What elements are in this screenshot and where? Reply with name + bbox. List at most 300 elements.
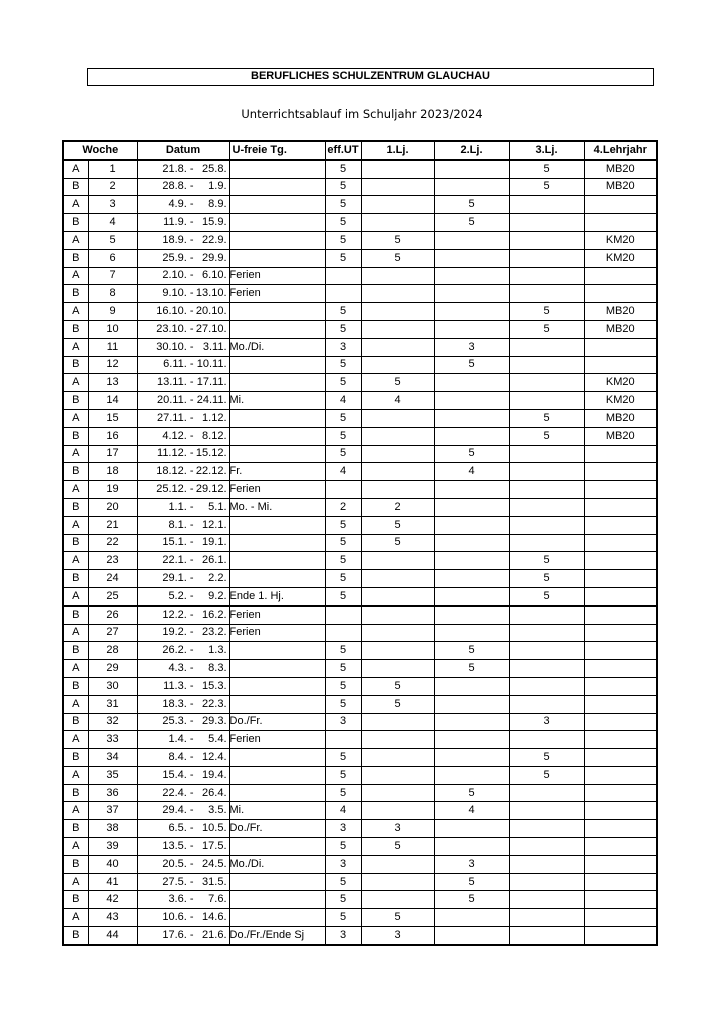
year3-cell: 3 [509, 713, 584, 731]
week-type-cell: A [63, 873, 88, 891]
year2-cell [434, 160, 509, 178]
year1-cell [361, 606, 434, 624]
table-row [63, 463, 657, 481]
date-to: 29.9. [202, 251, 227, 264]
week-type-cell: B [63, 642, 88, 660]
free-days-cell [229, 320, 325, 338]
date-to: 2.2. [208, 572, 227, 585]
date-to: 27.10. [195, 322, 227, 335]
week-number-cell: 5 [88, 231, 137, 249]
week-type-cell: B [63, 285, 88, 303]
year4-cell: MB20 [584, 178, 657, 196]
year2-cell [434, 320, 509, 338]
year1-cell [361, 320, 434, 338]
week-number-cell: 43 [88, 909, 137, 927]
table-row [63, 178, 657, 196]
date-range-cell [137, 231, 229, 249]
table-row [63, 820, 657, 838]
effective-days-cell: 2 [325, 498, 361, 516]
table-row [63, 516, 657, 534]
week-number-cell: 7 [88, 267, 137, 285]
effective-days-cell: 3 [325, 713, 361, 731]
year3-cell [509, 534, 584, 552]
year3-cell [509, 695, 584, 713]
year2-cell [434, 820, 509, 838]
week-number-cell: 21 [88, 516, 137, 534]
date-from: 15.4. - [162, 768, 194, 781]
week-type-cell: B [63, 570, 88, 588]
year2-cell [434, 766, 509, 784]
week-type-cell: A [63, 695, 88, 713]
year3-cell [509, 909, 584, 927]
year2-cell [434, 624, 509, 642]
effective-days-cell: 4 [325, 392, 361, 410]
table-row [63, 498, 657, 516]
year2-cell: 5 [434, 196, 509, 214]
date-to: 24.5. [202, 857, 227, 870]
week-type-cell: B [63, 713, 88, 731]
date-range-cell [137, 427, 229, 445]
date-range-cell [137, 498, 229, 516]
week-number-cell: 41 [88, 873, 137, 891]
date-range-cell [137, 677, 229, 695]
col-header-datum: Datum [137, 141, 229, 160]
year2-cell: 5 [434, 445, 509, 463]
date-from: 20.5. - [162, 857, 194, 870]
year4-cell [584, 713, 657, 731]
week-type-cell: B [63, 749, 88, 767]
year4-cell [584, 802, 657, 820]
effective-days-cell: 4 [325, 802, 361, 820]
date-to: 8.12. [202, 429, 227, 442]
date-to: 14.6. [202, 911, 227, 924]
week-number-cell: 32 [88, 713, 137, 731]
year1-cell [361, 855, 434, 873]
year2-cell [434, 731, 509, 749]
year1-cell [361, 552, 434, 570]
year3-cell [509, 838, 584, 856]
free-days-cell [229, 873, 325, 891]
date-from: 9.10. - [162, 287, 194, 300]
year1-cell [361, 338, 434, 356]
year1-cell: 3 [361, 820, 434, 838]
year3-cell: 5 [509, 427, 584, 445]
week-type-cell: B [63, 320, 88, 338]
date-from: 2.10. - [162, 269, 194, 282]
date-range-cell [137, 606, 229, 624]
year3-cell [509, 392, 584, 410]
date-from: 29.4. - [162, 804, 194, 817]
year2-cell [434, 374, 509, 392]
effective-days-cell: 5 [325, 784, 361, 802]
col-header-lj2: 2.Lj. [434, 141, 509, 160]
free-days-cell [229, 749, 325, 767]
date-to: 23.2. [202, 626, 227, 639]
date-from: 17.6. - [162, 928, 194, 941]
year1-cell [361, 196, 434, 214]
week-type-cell: A [63, 160, 88, 178]
date-from: 1.4. - [168, 733, 194, 746]
date-range-cell [137, 695, 229, 713]
year4-cell [584, 820, 657, 838]
effective-days-cell: 5 [325, 214, 361, 232]
effective-days-cell: 5 [325, 427, 361, 445]
year1-cell: 5 [361, 838, 434, 856]
effective-days-cell: 5 [325, 570, 361, 588]
year3-cell [509, 820, 584, 838]
effective-days-cell [325, 285, 361, 303]
effective-days-cell [325, 606, 361, 624]
date-from: 22.1. - [162, 554, 194, 567]
year4-cell [584, 338, 657, 356]
effective-days-cell [325, 624, 361, 642]
week-type-cell: A [63, 766, 88, 784]
table-row [63, 285, 657, 303]
date-to: 16.2. [202, 608, 227, 621]
year4-cell [584, 552, 657, 570]
week-type-cell: A [63, 802, 88, 820]
table-row [63, 445, 657, 463]
free-days-cell: Do./Fr. [229, 713, 325, 731]
year1-cell [361, 409, 434, 427]
date-to: 19.1. [202, 536, 227, 549]
year4-cell: MB20 [584, 409, 657, 427]
col-header-ufreie: U-freie Tg. [229, 141, 325, 160]
date-to: 8.3. [208, 662, 227, 674]
table-header-row [63, 141, 657, 160]
effective-days-cell: 3 [325, 927, 361, 945]
table-row [63, 891, 657, 909]
year1-cell [361, 749, 434, 767]
year1-cell: 5 [361, 677, 434, 695]
date-from: 18.9. - [162, 233, 194, 246]
schedule-table [62, 140, 658, 946]
year2-cell [434, 231, 509, 249]
free-days-cell: Ferien [229, 285, 325, 303]
effective-days-cell: 3 [325, 820, 361, 838]
date-range-cell [137, 267, 229, 285]
table-row [63, 320, 657, 338]
year1-cell [361, 570, 434, 588]
effective-days-cell: 5 [325, 516, 361, 534]
year4-cell [584, 749, 657, 767]
date-range-cell [137, 516, 229, 534]
year1-cell: 4 [361, 392, 434, 410]
year2-cell [434, 677, 509, 695]
week-number-cell: 30 [88, 677, 137, 695]
effective-days-cell: 5 [325, 766, 361, 784]
week-type-cell: B [63, 855, 88, 873]
year3-cell [509, 891, 584, 909]
year1-cell: 5 [361, 534, 434, 552]
table-row [63, 587, 657, 605]
free-days-cell: Ferien [229, 267, 325, 285]
week-type-cell: B [63, 249, 88, 267]
effective-days-cell [325, 481, 361, 499]
year3-cell: 5 [509, 160, 584, 178]
year1-cell: 5 [361, 909, 434, 927]
date-to: 5.1. [208, 500, 227, 513]
year1-cell [361, 713, 434, 731]
year1-cell [361, 891, 434, 909]
year2-cell: 5 [434, 660, 509, 678]
year3-cell: 5 [509, 303, 584, 321]
week-number-cell: 15 [88, 409, 137, 427]
year1-cell: 5 [361, 516, 434, 534]
date-to: 26.1. [202, 554, 227, 567]
year3-cell [509, 927, 584, 945]
date-range-cell [137, 766, 229, 784]
effective-days-cell: 5 [325, 178, 361, 196]
week-number-cell: 14 [88, 392, 137, 410]
year4-cell [584, 481, 657, 499]
date-range-cell [137, 855, 229, 873]
year4-cell [584, 534, 657, 552]
week-number-cell: 8 [88, 285, 137, 303]
year3-cell [509, 873, 584, 891]
week-number-cell: 40 [88, 855, 137, 873]
date-range-cell [137, 356, 229, 374]
table-row [63, 374, 657, 392]
year1-cell [361, 873, 434, 891]
date-range-cell [137, 820, 229, 838]
free-days-cell [229, 570, 325, 588]
year2-cell: 5 [434, 891, 509, 909]
year3-cell [509, 267, 584, 285]
table-row [63, 552, 657, 570]
week-number-cell: 22 [88, 534, 137, 552]
year4-cell [584, 606, 657, 624]
effective-days-cell: 5 [325, 677, 361, 695]
year4-cell [584, 445, 657, 463]
week-number-cell: 39 [88, 838, 137, 856]
date-from: 12.2. - [162, 608, 194, 621]
table-row [63, 855, 657, 873]
year3-cell: 5 [509, 749, 584, 767]
year3-cell: 5 [509, 587, 584, 605]
free-days-cell [229, 427, 325, 445]
table-row [63, 231, 657, 249]
date-from: 4.9. - [168, 198, 194, 211]
effective-days-cell: 5 [325, 873, 361, 891]
year3-cell: 5 [509, 320, 584, 338]
week-type-cell: B [63, 356, 88, 374]
week-number-cell: 42 [88, 891, 137, 909]
week-type-cell: B [63, 606, 88, 624]
year2-cell: 5 [434, 784, 509, 802]
year4-cell [584, 660, 657, 678]
year4-cell [584, 196, 657, 214]
date-to: 24.11. [196, 394, 227, 407]
date-range-cell [137, 570, 229, 588]
week-number-cell: 10 [88, 320, 137, 338]
year1-cell: 5 [361, 374, 434, 392]
free-days-cell [229, 196, 325, 214]
free-days-cell [229, 909, 325, 927]
year3-cell: 5 [509, 178, 584, 196]
week-type-cell: B [63, 927, 88, 945]
table-row [63, 606, 657, 624]
col-header-woche: Woche [63, 141, 137, 160]
year1-cell [361, 802, 434, 820]
date-to: 15.12. [195, 447, 227, 460]
week-number-cell: 44 [88, 927, 137, 945]
week-number-cell: 38 [88, 820, 137, 838]
free-days-cell [229, 214, 325, 232]
date-range-cell [137, 196, 229, 214]
week-type-cell: A [63, 231, 88, 249]
year1-cell [361, 587, 434, 605]
effective-days-cell: 5 [325, 695, 361, 713]
year2-cell [434, 481, 509, 499]
year1-cell [361, 642, 434, 660]
date-range-cell [137, 409, 229, 427]
year3-cell [509, 481, 584, 499]
effective-days-cell: 4 [325, 463, 361, 481]
year2-cell: 4 [434, 802, 509, 820]
week-number-cell: 20 [88, 498, 137, 516]
date-from: 8.4. - [168, 750, 194, 763]
table-row [63, 356, 657, 374]
week-type-cell: B [63, 677, 88, 695]
date-from: 11.9. - [163, 216, 194, 229]
year2-cell [434, 409, 509, 427]
week-number-cell: 11 [88, 338, 137, 356]
year2-cell [434, 570, 509, 588]
year2-cell [434, 285, 509, 303]
year4-cell: KM20 [584, 231, 657, 249]
year4-cell: MB20 [584, 160, 657, 178]
date-from: 5.2. - [168, 589, 194, 602]
date-to: 3.11. [202, 340, 227, 353]
year2-cell [434, 713, 509, 731]
date-range-cell [137, 320, 229, 338]
date-from: 13.5. - [162, 839, 194, 852]
year2-cell [434, 303, 509, 321]
week-number-cell: 18 [88, 463, 137, 481]
week-number-cell: 33 [88, 731, 137, 749]
year2-cell: 5 [434, 214, 509, 232]
table-row [63, 695, 657, 713]
year2-cell [434, 534, 509, 552]
week-number-cell: 16 [88, 427, 137, 445]
date-range-cell [137, 160, 229, 178]
table-row [63, 713, 657, 731]
year3-cell [509, 445, 584, 463]
week-type-cell: B [63, 392, 88, 410]
free-days-cell: Ferien [229, 606, 325, 624]
week-number-cell: 31 [88, 695, 137, 713]
table-row [63, 677, 657, 695]
week-number-cell: 19 [88, 481, 137, 499]
free-days-cell [229, 303, 325, 321]
date-to: 22.12. [195, 465, 227, 478]
year3-cell [509, 338, 584, 356]
year4-cell [584, 642, 657, 660]
date-to: 6.10. [202, 269, 227, 282]
table-row [63, 731, 657, 749]
table-row [63, 409, 657, 427]
effective-days-cell: 5 [325, 356, 361, 374]
free-days-cell: Ferien [229, 731, 325, 749]
week-number-cell: 13 [88, 374, 137, 392]
date-to: 31.5. [202, 875, 227, 888]
week-number-cell: 17 [88, 445, 137, 463]
week-number-cell: 34 [88, 749, 137, 767]
year2-cell [434, 909, 509, 927]
year1-cell [361, 463, 434, 481]
date-to: 22.9. [202, 233, 227, 246]
free-days-cell [229, 160, 325, 178]
effective-days-cell: 5 [325, 749, 361, 767]
year4-cell [584, 891, 657, 909]
free-days-cell [229, 891, 325, 909]
year3-cell [509, 214, 584, 232]
date-to: 10.5. [202, 822, 227, 835]
free-days-cell [229, 695, 325, 713]
year3-cell [509, 784, 584, 802]
date-to: 17.5. [202, 839, 227, 852]
table-row [63, 749, 657, 767]
week-type-cell: A [63, 409, 88, 427]
year1-cell [361, 766, 434, 784]
table-row [63, 196, 657, 214]
table-row [63, 249, 657, 267]
free-days-cell [229, 356, 325, 374]
week-type-cell: B [63, 214, 88, 232]
free-days-cell [229, 534, 325, 552]
free-days-cell [229, 552, 325, 570]
free-days-cell: Mi. [229, 802, 325, 820]
year4-cell [584, 214, 657, 232]
date-to: 20.10. [195, 305, 227, 318]
free-days-cell [229, 374, 325, 392]
year1-cell [361, 160, 434, 178]
free-days-cell [229, 642, 325, 660]
school-title: BERUFLICHES SCHULZENTRUM GLAUCHAU [87, 68, 654, 86]
year1-cell [361, 356, 434, 374]
date-from: 20.11. - [157, 394, 194, 407]
free-days-cell: Do./Fr./Ende Sj [229, 927, 325, 945]
table-row [63, 660, 657, 678]
year4-cell: KM20 [584, 374, 657, 392]
date-range-cell [137, 624, 229, 642]
date-to: 1.3. [208, 644, 227, 657]
week-number-cell: 3 [88, 196, 137, 214]
col-header-lj4: 4.Lehrjahr [584, 141, 657, 160]
free-days-cell: Mo./Di. [229, 855, 325, 873]
date-from: 13.11. - [157, 376, 194, 389]
date-range-cell [137, 214, 229, 232]
week-type-cell: A [63, 660, 88, 678]
week-type-cell: A [63, 909, 88, 927]
date-range-cell [137, 463, 229, 481]
date-from: 25.12. - [156, 483, 194, 496]
document-subtitle: Unterrichtsablauf im Schuljahr 2023/2024 [241, 107, 483, 121]
free-days-cell: Ferien [229, 481, 325, 499]
year2-cell [434, 587, 509, 605]
year4-cell: MB20 [584, 427, 657, 445]
date-from: 28.8. - [162, 180, 194, 193]
year4-cell [584, 784, 657, 802]
year2-cell [434, 392, 509, 410]
year3-cell [509, 606, 584, 624]
year4-cell [584, 695, 657, 713]
date-to: 17.11. [196, 376, 227, 389]
week-number-cell: 1 [88, 160, 137, 178]
free-days-cell [229, 838, 325, 856]
table-row [63, 784, 657, 802]
